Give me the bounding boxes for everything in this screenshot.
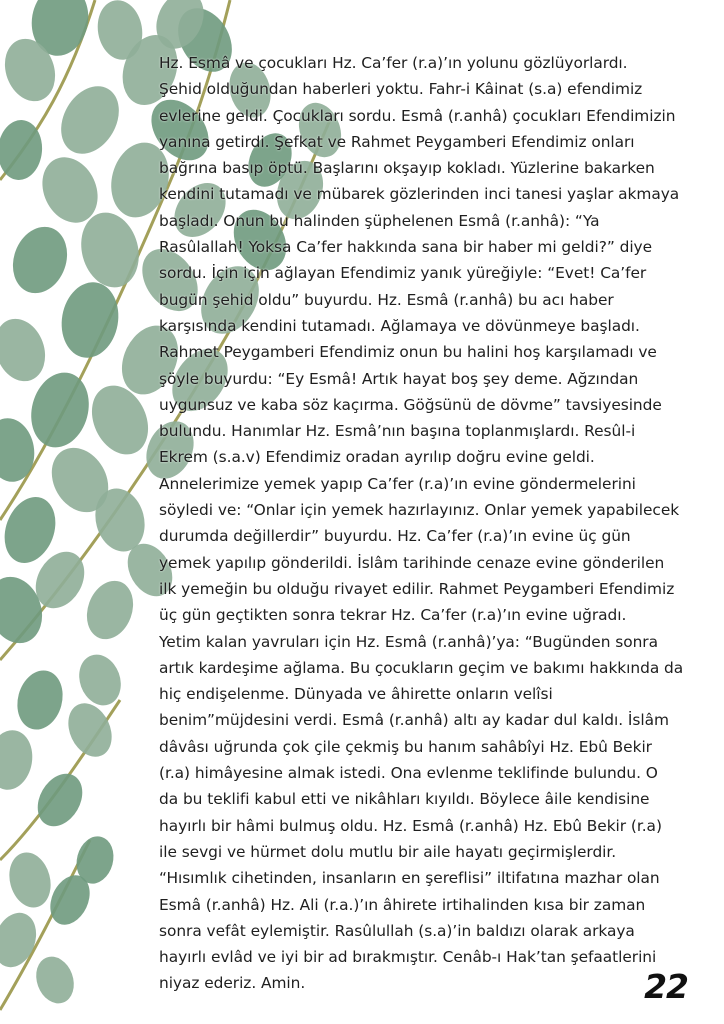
body-line: kendini tutamadı ve mübarek gözlerinden inci tanesi yaşlar akmaya bbox=[159, 185, 680, 204]
body-line: hayırlı bir hâmi bulmuş oldu. Hz. Esmâ (r.anhâ) Hz. Ebû Bekir (r.a) bbox=[159, 816, 662, 835]
body-line: benim”müjdesini verdi. Esmâ (r.anhâ) altı ay kadar dul kaldı. İslâm bbox=[159, 711, 669, 730]
eucalyptus-leaf bbox=[0, 907, 43, 973]
page-number: 22 bbox=[644, 967, 688, 1006]
body-line: (r.a) himâyesine almak istedi. Ona evlenme teklifinde bulundu. O bbox=[159, 764, 658, 783]
eucalyptus-leaf bbox=[0, 312, 53, 389]
eucalyptus-leaf bbox=[30, 951, 80, 1008]
eucalyptus-leaf bbox=[49, 76, 130, 164]
body-line: durumda değillerdir” buyurdu. Hz. Ca’fer (r.a)’ın evine üç gün bbox=[159, 527, 631, 546]
article-body bbox=[159, 50, 699, 997]
body-line: yanına getirdi. Şefkat ve Rahmet Peygamberi Efendimiz onları bbox=[159, 132, 635, 151]
body-line: hayırlı evlâd ve iyi bir ad bırakmıştır. Cenâb-ı Hak’tan şefaatlerini bbox=[159, 948, 657, 967]
body-line: Yetim kalan yavruları için Hz. Esmâ (r.anhâ)’ya: “Bugünden sonra bbox=[159, 632, 658, 651]
body-line: bulundu. Hanımlar Hz. Esmâ’nın başına toplanmışlardı. Resûl-i bbox=[159, 422, 636, 441]
body-line: ilk yemeğin bu olduğu rivayet edilir. Rahmet Peygamberi Efendimiz bbox=[159, 579, 675, 598]
eucalyptus-leaf bbox=[4, 219, 76, 301]
body-line: Esmâ (r.anhâ) Hz. Ali (r.a.)’ın âhirete irtihalinden kısa bir zaman bbox=[159, 895, 646, 914]
body-line: Annelerimize yemek yapıp Ca’fer (r.a)’ın evine göndermelerini bbox=[159, 474, 636, 493]
body-line: üç gün geçtikten sonra tekrar Hz. Ca’fer (r.a)’ın evine uğradı. bbox=[159, 606, 627, 625]
body-line: Hz. Esmâ ve çocukları Hz. Ca’fer (r.a)’ın yolunu gözlüyorlardı. bbox=[159, 54, 628, 72]
body-line: “Hısımlık cihetinden, insanların en şereflisi” iltifatına mazhar olan bbox=[159, 869, 660, 888]
body-line: hiç endişelenme. Dünyada ve âhirette onların velîsi bbox=[159, 685, 553, 704]
eucalyptus-leaf bbox=[56, 278, 124, 363]
body-line: bugün şehid oldu” buyurdu. Hz. Esmâ (r.anhâ) bu acı haber bbox=[159, 290, 614, 309]
body-line: Şehid olduğundan haberleri yoktu. Fahr-i Kâinat (s.a) efendimiz bbox=[159, 80, 643, 99]
body-line: Rasûlallah! Yoksa Ca’fer hakkında sana bir haber mi geldi?” diye bbox=[159, 238, 653, 257]
body-line: bağrına basıp öptü. Başlarını okşayıp kokladı. Yüzlerine bakarken bbox=[159, 159, 655, 178]
body-line: sonra vefât eylemiştir. Rasûlullah (s.a)’in baldızı olarak arkaya bbox=[159, 921, 635, 940]
body-line: şöyle buyurdu: “Ey Esmâ! Artık hayat boş şey deme. Ağzından bbox=[159, 369, 639, 388]
eucalyptus-leaf bbox=[29, 766, 92, 834]
eucalyptus-leaf bbox=[11, 665, 69, 734]
body-line: dâvâsı uğrunda çok çile çekmiş bu hanım sahâbîyi Hz. Ebû Bekir bbox=[159, 737, 652, 756]
body-line: başladı. Onun bu halinden şüphelenen Esmâ (r.anhâ): “Ya bbox=[159, 211, 600, 230]
body-line: karşısında kendini tutamadı. Ağlamaya ve dövünmeye başladı. bbox=[159, 316, 640, 335]
body-line: Rahmet Peygamberi Efendimiz onun bu halini hoş karşılamadı ve bbox=[159, 343, 657, 362]
eucalyptus-leaf bbox=[60, 696, 120, 764]
body-line: sordu. İçin için ağlayan Efendimiz yanık yüreğiyle: “Evet! Ca’fer bbox=[159, 264, 647, 283]
eucalyptus-leaf bbox=[0, 727, 37, 794]
eucalyptus-leaf bbox=[23, 366, 97, 454]
body-line: söyledi ve: “Onlar için yemek hazırlayınız. Onlar yemek yapabilecek bbox=[159, 501, 680, 520]
eucalyptus-leaf bbox=[79, 574, 141, 645]
body-line: ile sevgi ve hürmet dolu mutlu bir aile hayatı geçirmişlerdir. bbox=[159, 842, 617, 861]
body-line: da bu teklifi kabul etti ve nikâhları kıyıldı. Böylece âile kendisine bbox=[159, 790, 650, 809]
eucalyptus-leaf bbox=[3, 848, 56, 912]
body-line: artık kardeşime ağlama. Bu çocukların geçim ve bakımı hakkında da bbox=[159, 658, 684, 677]
body-line: yemek yapılıp gönderildi. İslâm tarihinde cenaze evine gönderilen bbox=[159, 553, 665, 572]
body-line: niyaz ederiz. Amin. bbox=[159, 974, 306, 993]
body-line: uygunsuz ve kaba söz kaçırma. Göğsünü de dövme” tavsiyesinde bbox=[159, 395, 662, 414]
body-line: Ekrem (s.a.v) Efendimiz oradan ayrılıp doğru evine geldi. bbox=[159, 448, 595, 467]
body-line: evlerine geldi. Çocukları sordu. Esmâ (r.anhâ) çocukları Efendimizin bbox=[159, 106, 676, 125]
